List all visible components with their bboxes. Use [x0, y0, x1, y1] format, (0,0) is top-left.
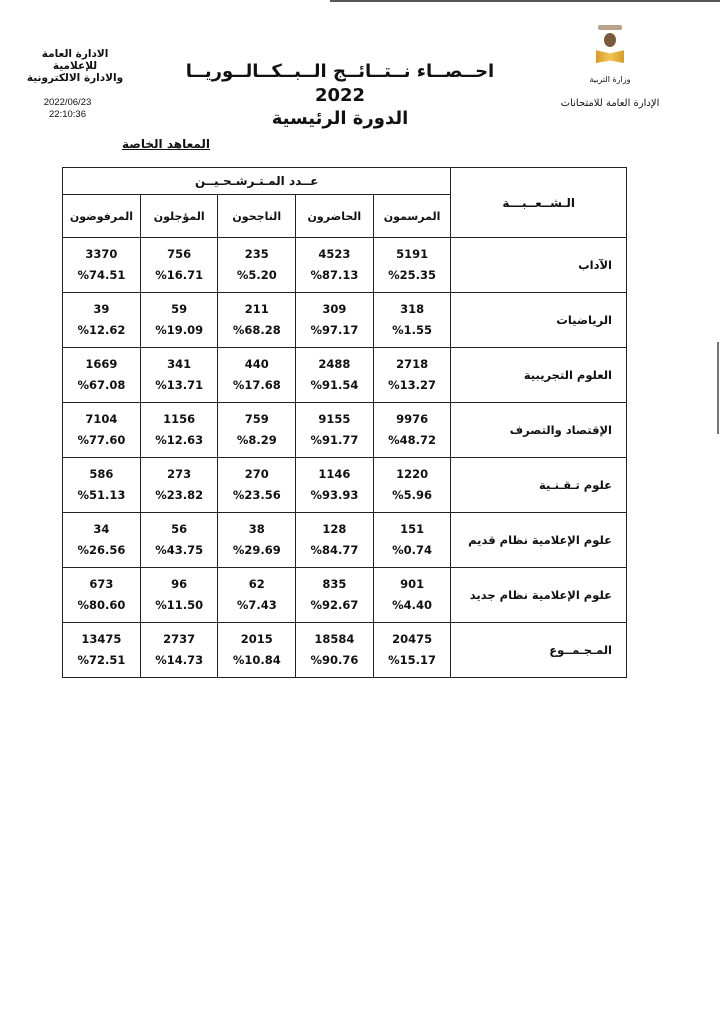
title-line2: الدورة الرئيسية	[271, 108, 409, 129]
left-org-line2: والادارة الالكترونية	[26, 72, 124, 84]
data-cell	[140, 348, 218, 403]
percent-value: %84.77	[310, 543, 359, 557]
count-value: 2015	[240, 632, 273, 646]
table-row	[63, 348, 627, 403]
count-value: 318	[400, 302, 425, 316]
count-value: 9155	[318, 412, 351, 426]
count-value: 2488	[318, 357, 351, 371]
scan-edge-mark	[717, 342, 719, 434]
timestamp	[30, 97, 105, 121]
count-value: 309	[322, 302, 347, 316]
table-row	[63, 458, 627, 513]
count-value: 5191	[396, 247, 429, 261]
count-value: 835	[322, 577, 347, 591]
ministry-logo	[555, 25, 665, 109]
results-table	[62, 167, 627, 678]
branch-name: العلوم التجريبية	[451, 348, 627, 403]
data-cell	[296, 238, 374, 293]
data-cell	[63, 403, 141, 458]
data-cell	[373, 568, 451, 623]
percent-value: %90.76	[310, 653, 359, 667]
count-value: 151	[400, 522, 425, 536]
percent-value: %93.93	[310, 488, 359, 502]
data-cell	[218, 568, 296, 623]
count-value: 901	[400, 577, 425, 591]
table-row	[63, 238, 627, 293]
count-value: 18584	[314, 632, 355, 646]
title-line1: احــصــاء نــتــائــج الــبــكــالــوريــا 2022	[185, 61, 495, 106]
percent-value: %14.73	[155, 653, 204, 667]
count-value: 1146	[318, 467, 351, 481]
ministry-emblem-icon	[594, 25, 626, 73]
count-value: 34	[93, 522, 110, 536]
percent-value: %91.54	[310, 378, 359, 392]
count-value: 39	[93, 302, 110, 316]
table-row	[63, 623, 627, 678]
data-cell	[373, 623, 451, 678]
percent-value: %1.55	[392, 323, 433, 337]
count-value: 235	[244, 247, 269, 261]
branch-name: المـجـمــوع	[451, 623, 627, 678]
branch-header: الـشــعــبـــة	[451, 168, 627, 238]
percent-value: %16.71	[155, 268, 204, 282]
data-cell	[140, 458, 218, 513]
percent-value: %43.75	[155, 543, 204, 557]
data-cell	[218, 293, 296, 348]
count-value: 20475	[392, 632, 433, 646]
percent-value: %72.51	[77, 653, 126, 667]
column-header: الحاضرون	[296, 195, 374, 238]
count-value: 440	[244, 357, 269, 371]
branch-name: الإقتصاد والتصرف	[451, 403, 627, 458]
exam-department: الإدارة العامة للامتحانات	[560, 98, 660, 109]
percent-value: %80.60	[77, 598, 126, 612]
data-cell	[373, 348, 451, 403]
count-value: 673	[89, 577, 114, 591]
candidates-group-header: عــدد المـتـرشـحـيــن	[63, 168, 451, 195]
count-value: 56	[171, 522, 188, 536]
data-cell	[63, 623, 141, 678]
data-cell	[373, 458, 451, 513]
count-value: 273	[167, 467, 192, 481]
data-cell	[373, 403, 451, 458]
data-cell	[373, 238, 451, 293]
percent-value: %5.96	[392, 488, 433, 502]
percent-value: %4.40	[392, 598, 433, 612]
branch-name: علوم الإعلامية نظام قديم	[451, 513, 627, 568]
data-cell	[218, 238, 296, 293]
count-value: 756	[167, 247, 192, 261]
data-cell	[373, 513, 451, 568]
count-value: 1220	[396, 467, 429, 481]
count-value: 62	[248, 577, 265, 591]
column-header: الناجحون	[218, 195, 296, 238]
time: 22:10:36	[49, 109, 86, 120]
data-cell	[296, 348, 374, 403]
column-header: المؤجلون	[140, 195, 218, 238]
count-value: 211	[244, 302, 269, 316]
data-cell	[140, 513, 218, 568]
percent-value: %7.43	[236, 598, 277, 612]
data-cell	[218, 623, 296, 678]
data-cell	[218, 513, 296, 568]
scan-top-border	[330, 0, 720, 2]
table-row	[63, 403, 627, 458]
count-value: 1156	[163, 412, 196, 426]
data-cell	[63, 513, 141, 568]
percent-value: %11.50	[155, 598, 204, 612]
data-cell	[140, 293, 218, 348]
count-value: 59	[171, 302, 188, 316]
issuing-department	[20, 48, 130, 84]
branch-name: الآداب	[451, 238, 627, 293]
count-value: 586	[89, 467, 114, 481]
percent-value: %19.09	[155, 323, 204, 337]
count-value: 9976	[396, 412, 429, 426]
data-cell	[296, 513, 374, 568]
table-row	[63, 568, 627, 623]
percent-value: %23.82	[155, 488, 204, 502]
percent-value: %12.63	[155, 433, 204, 447]
data-cell	[63, 348, 141, 403]
percent-value: %0.74	[392, 543, 433, 557]
data-cell	[296, 568, 374, 623]
data-cell	[373, 293, 451, 348]
data-cell	[140, 623, 218, 678]
data-cell	[140, 238, 218, 293]
percent-value: %74.51	[77, 268, 126, 282]
percent-value: %5.20	[236, 268, 277, 282]
percent-value: %12.62	[77, 323, 126, 337]
ministry-name: وزارة التربية	[589, 75, 631, 84]
count-value: 1669	[85, 357, 118, 371]
left-org-line1: الادارة العامة للإعلامية	[41, 48, 109, 72]
branch-name: علوم الإعلامية نظام جديد	[451, 568, 627, 623]
count-value: 7104	[85, 412, 118, 426]
percent-value: %23.56	[232, 488, 281, 502]
percent-value: %26.56	[77, 543, 126, 557]
data-cell	[63, 458, 141, 513]
data-cell	[218, 458, 296, 513]
percent-value: %13.71	[155, 378, 204, 392]
percent-value: %77.60	[77, 433, 126, 447]
count-value: 38	[248, 522, 265, 536]
column-header: المرفوضون	[63, 195, 141, 238]
branch-name: الرياضيات	[451, 293, 627, 348]
count-value: 4523	[318, 247, 351, 261]
percent-value: %68.28	[232, 323, 281, 337]
percent-value: %92.67	[310, 598, 359, 612]
percent-value: %10.84	[232, 653, 281, 667]
count-value: 270	[244, 467, 269, 481]
data-cell	[218, 403, 296, 458]
percent-value: %8.29	[236, 433, 277, 447]
percent-value: %29.69	[232, 543, 281, 557]
percent-value: %13.27	[388, 378, 437, 392]
percent-value: %91.77	[310, 433, 359, 447]
column-header: المرسمون	[373, 195, 451, 238]
table-row	[63, 293, 627, 348]
data-cell	[296, 293, 374, 348]
data-cell	[296, 458, 374, 513]
count-value: 759	[244, 412, 269, 426]
data-cell	[140, 403, 218, 458]
data-cell	[140, 568, 218, 623]
count-value: 128	[322, 522, 347, 536]
percent-value: %51.13	[77, 488, 126, 502]
data-cell	[63, 238, 141, 293]
data-cell	[63, 293, 141, 348]
data-cell	[218, 348, 296, 403]
data-cell	[296, 403, 374, 458]
count-value: 2737	[163, 632, 196, 646]
percent-value: %87.13	[310, 268, 359, 282]
page-title	[170, 60, 510, 130]
data-cell	[296, 623, 374, 678]
percent-value: %97.17	[310, 323, 359, 337]
count-value: 2718	[396, 357, 429, 371]
count-value: 341	[167, 357, 192, 371]
count-value: 3370	[85, 247, 118, 261]
date: 2022/06/23	[43, 97, 92, 108]
percent-value: %48.72	[388, 433, 437, 447]
percent-value: %67.08	[77, 378, 126, 392]
section-title: المعاهد الخاصة	[122, 137, 211, 151]
count-value: 96	[171, 577, 188, 591]
percent-value: %17.68	[232, 378, 281, 392]
percent-value: %15.17	[388, 653, 437, 667]
table-row	[63, 513, 627, 568]
data-cell	[63, 568, 141, 623]
count-value: 13475	[81, 632, 122, 646]
branch-name: علوم تـقـنـية	[451, 458, 627, 513]
percent-value: %25.35	[388, 268, 437, 282]
